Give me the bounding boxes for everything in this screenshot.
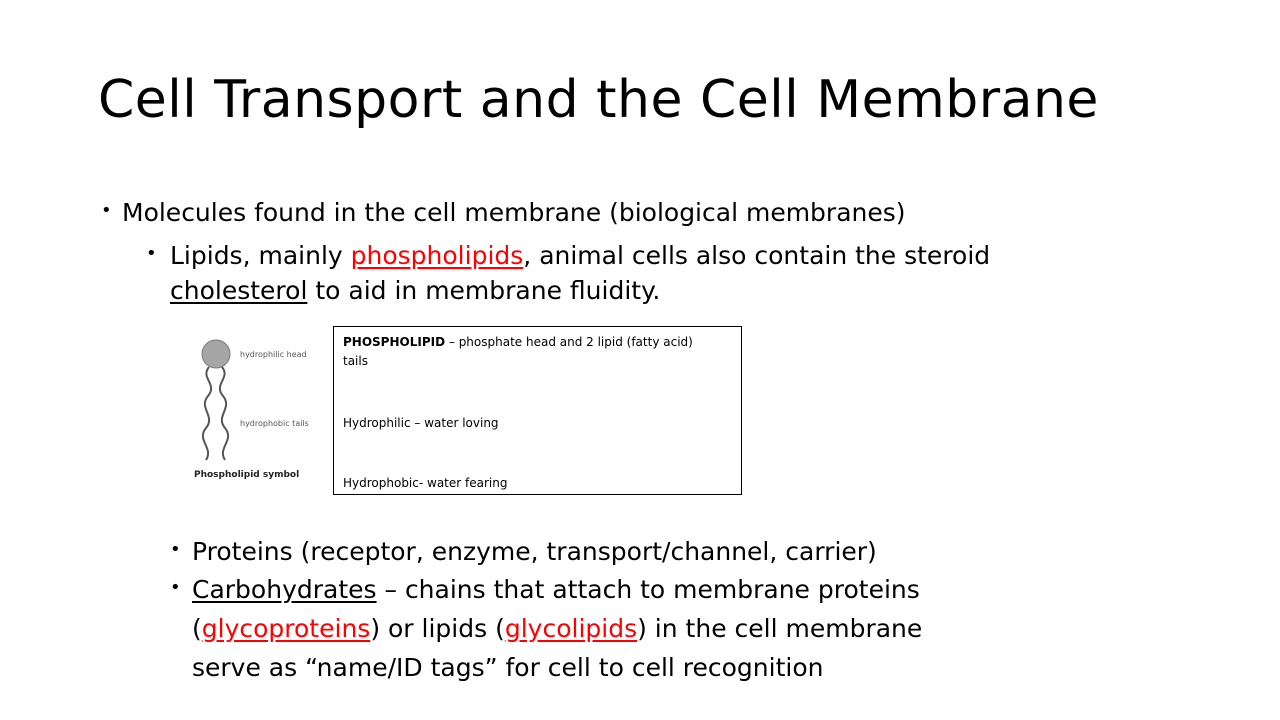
phospholipid-term: PHOSPHOLIPID (343, 335, 446, 349)
carbohydrates-point-line2 (192, 612, 922, 646)
figure-caption: Phospholipid symbol (194, 470, 300, 480)
definition-box (333, 326, 742, 495)
hydrophilic-definition: Hydrophilic – water loving (343, 416, 499, 430)
bullet-dot: • (170, 539, 181, 560)
carbs-text-c: ) in the cell membrane (637, 614, 923, 643)
phospholipid-description-cont: tails (343, 354, 368, 368)
carbohydrates-point-line1 (192, 573, 920, 607)
bullet-dot: • (146, 243, 157, 264)
lipids-text-c: to aid in membrane fluidity. (307, 276, 661, 305)
cholesterol-term: cholesterol (170, 276, 308, 305)
proteins-point: Proteins (receptor, enzyme, transport/channel, carrier) (192, 537, 877, 566)
slide-title: Cell Transport and the Cell Membrane (98, 70, 1099, 130)
lipids-point-line2 (170, 274, 660, 308)
phospholipid-definition (343, 335, 693, 349)
hydrophobic-definition: Hydrophobic- water fearing (343, 476, 508, 490)
lipids-point-line1 (170, 239, 990, 273)
glycoproteins-term: glycoproteins (201, 614, 371, 643)
carbs-text-a: – chains that attach to membrane proteins (376, 575, 920, 604)
carbohydrates-point-line3: serve as “name/ID tags” for cell to cell recognition (192, 653, 824, 682)
phospholipid-figure (176, 326, 326, 496)
molecules-point: Molecules found in the cell membrane (biological membranes) (122, 198, 906, 227)
hydrophobic-tails-label: hydrophobic tails (240, 419, 309, 428)
hydrophilic-head-label: hydrophilic head (240, 350, 307, 359)
glycolipids-term: glycolipids (504, 614, 638, 643)
phospholipid-description: – phosphate head and 2 lipid (fatty acid) (445, 335, 693, 349)
phospholipids-term: phospholipids (350, 241, 524, 270)
lipids-text-b: , animal cells also contain the steroid (523, 241, 991, 270)
carbs-open-paren: ( (192, 614, 202, 643)
carbohydrates-term: Carbohydrates (192, 575, 377, 604)
carbs-text-b: ) or lipids ( (370, 614, 505, 643)
bullet-dot: • (101, 200, 112, 221)
bullet-dot: • (170, 577, 181, 598)
lipids-text-a: Lipids, mainly (170, 241, 351, 270)
